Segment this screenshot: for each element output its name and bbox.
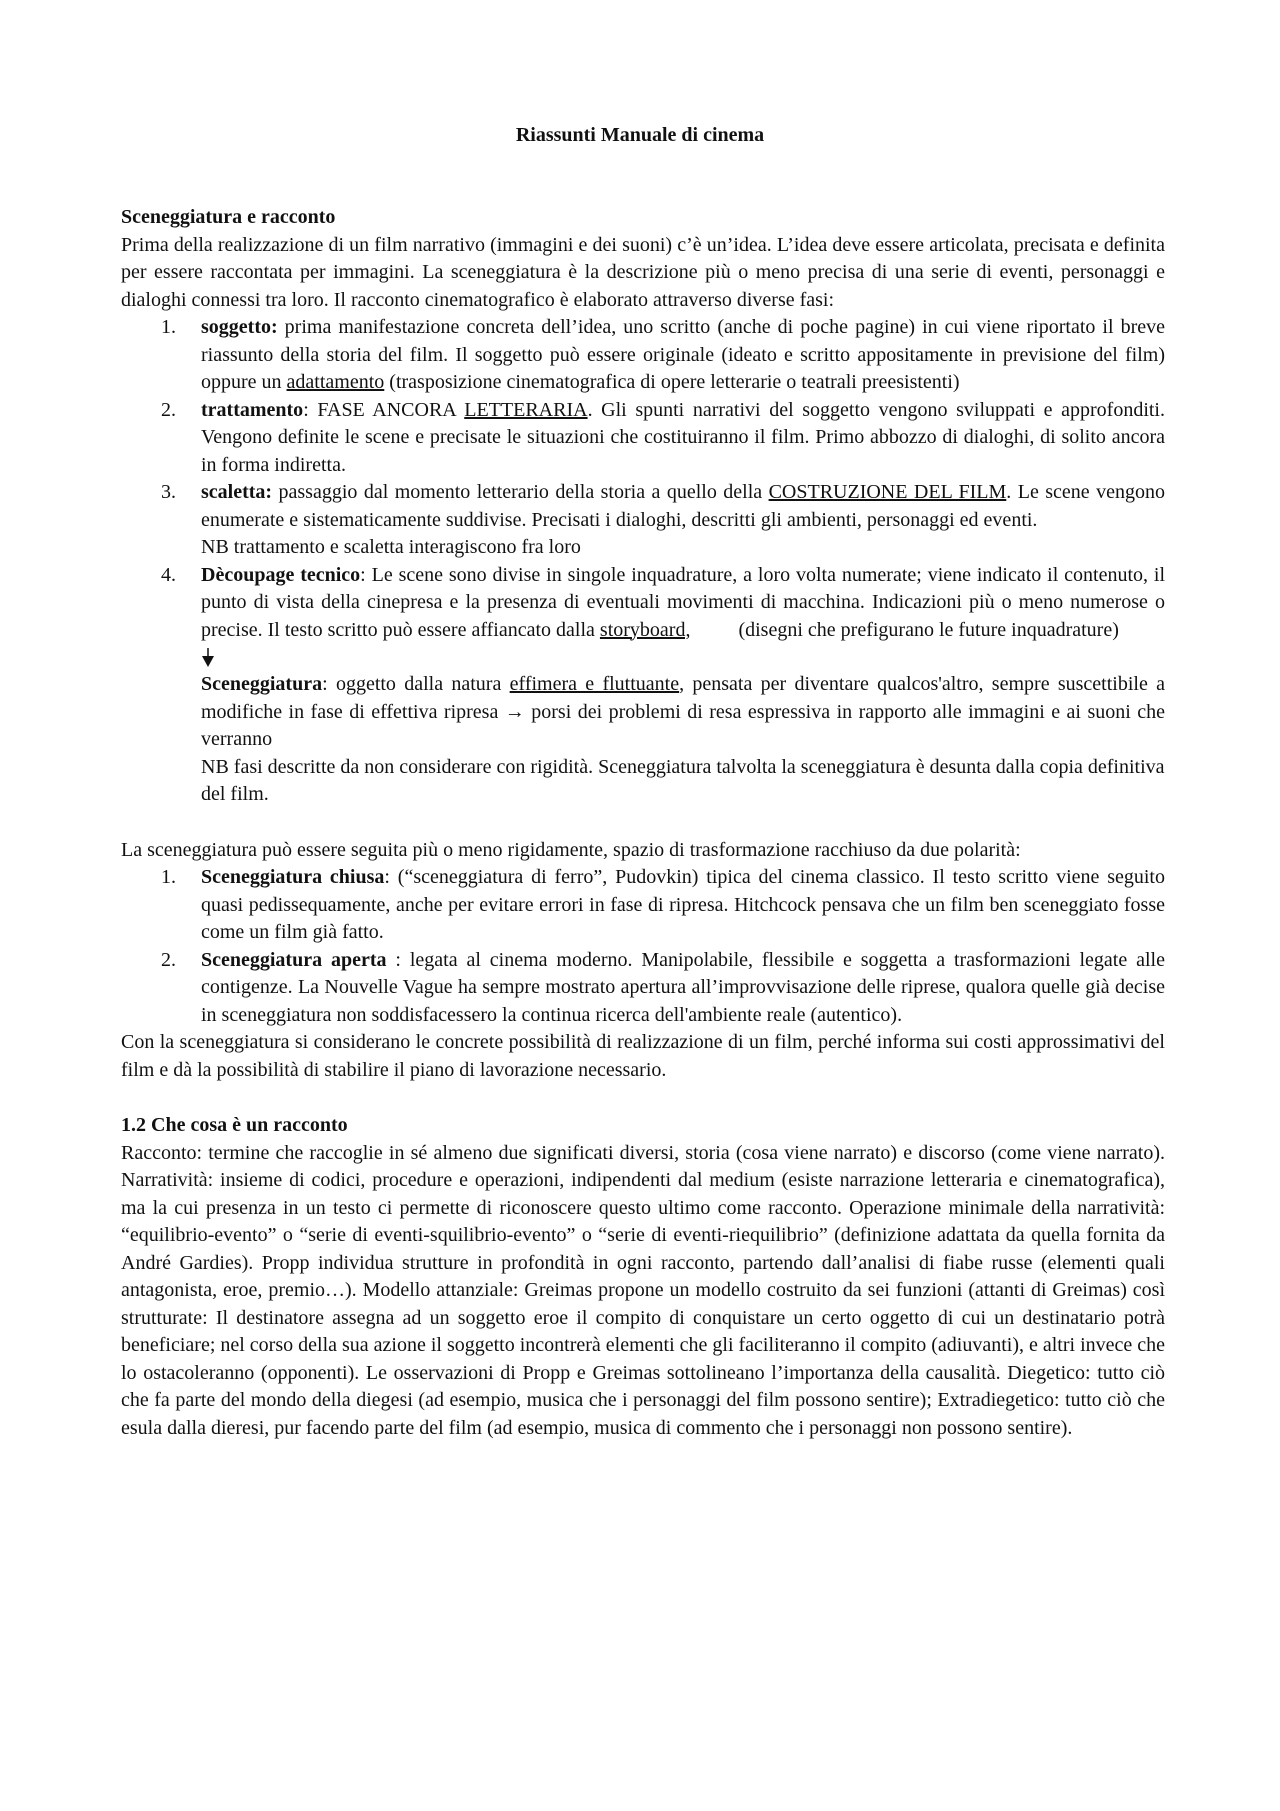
paragraph: Racconto: termine che raccoglie in sé almeno due significati diversi, storia (cosa viene narrato) e discorso (come viene narrato). Narratività: insieme di codici, procedure e operazioni, indipendenti dal medium (esiste narrazione letteraria e cinematografica), ma la cui presenza in un testo ci permette di riconoscere questo ultimo come racconto. Operazione minimale della narratività: “equilibrio-evento” o “serie di eventi-squilibrio-evento” o “serie di eventi-riequilibrio” (definizione adattata da quella fornita da André Gardies). Propp individua strutture in profondità in ogni racconto, partendo dall’analisi di fiabe russe (elementi quali antagonista, eroe, premio…). Modello attanziale: Greimas propone un modello costruito da sei funzioni (attanti di Greimas) così strutturate: Il destinatore assegna ad un soggetto eroe il compito di conquistare un certo oggetto di cui un destinatario potrà beneficiare; nel corso della sua azione il soggetto incontrerà elementi che gli faciliteranno il compito (adiuvanti), e altri invece che lo ostacoleranno (opponenti). Le osservazioni di Propp e Greimas sottolineano l’importanza della causalità. Diegetico: tutto ciò che fa parte del mondo della diegesi (ad esempio, musica che i personaggi del film possono sentire); Extradiegetico: tutto ciò che esula dalla dieresi, pur facendo parte del film (ad esempio, musica di commento che i personaggi non possono sentire).: [121, 1141, 1166, 1439]
paragraph: Prima della realizzazione di un film narrativo (immagini e dei suoni) c’è un’idea. L’idea deve essere articolata, precisata e definita per essere raccontata per immagini. La sceneggiatura è la descrizione più o meno precisa di una serie di eventi, personaggi e dialoghi connessi tra loro. Il racconto cinematografico è elaborato attraverso diverse fasi:: [121, 233, 1165, 311]
list-item: [121, 397, 1165, 480]
list-item: [121, 479, 1165, 562]
phases-list: [121, 314, 1165, 809]
list-item: [121, 947, 1165, 1030]
storyboard-note: (disegni che prefigurano le future inquadrature): [738, 618, 1119, 641]
section-heading: 1.2 Che cosa è un racconto: [121, 1114, 348, 1136]
down-arrow-icon: [201, 644, 1165, 671]
paragraph: Con la sceneggiatura si considerano le concrete possibilità di realizzazione di un film, perché informa sui costi approssimativi del film e dà la possibilità di stabilire il piano di lavorazione necessario.: [121, 1031, 1165, 1081]
text: : oggetto dalla natura: [322, 673, 510, 695]
underlined-term: adattamento: [286, 371, 385, 393]
polarities-list: [121, 864, 1165, 1029]
text: prima manifestazione concreta dell’idea, uno scritto (anche di poche pagine) in cui viene riportato il breve riassunto della storia del film. Il soggetto può essere originale (ideato e scritto appositamente in previsione del film) oppure un: [201, 316, 1165, 393]
term: trattamento: [201, 398, 304, 421]
list-number: 3.: [161, 481, 176, 503]
text: . Gli spunti narrativi del soggetto vengono sviluppati e approfonditi. Vengono definite le scene e precisate le situazioni che costituiranno il film. Primo abbozzo di dialoghi, di solito ancora in forma indiretta.: [201, 398, 1165, 476]
list-item: [121, 314, 1165, 397]
underlined-term: effimera e fluttuante: [509, 673, 680, 695]
term: Sceneggiatura chiusa: [201, 866, 385, 888]
list-item: [121, 864, 1165, 947]
document-body: [121, 204, 1165, 1442]
term: soggetto:: [201, 316, 278, 338]
text: : legata al cinema moderno. Manipolabile, flessibile e soggetta a trasformazioni legate alle contigenze. La Nouvelle Vague ha sempre mostrato apertura all’improvvisazione delle riprese, qualora quelle già decise in sceneggiatura non soddisfacessero la continua ricerca dell'ambiente reale (autentico).: [201, 948, 1165, 1026]
text: : Le scene sono divise in singole inquadrature, a loro volta numerate; viene indicato il contenuto, il punto di vista della cinepresa e la presenza di eventuali movimenti di macchina. Indicazioni più o meno numerose o precise. Il testo scritto può essere affiancato dalla: [201, 563, 1166, 641]
text: (trasposizione cinematografica di opere letterarie o teatrali preesistenti): [384, 371, 960, 393]
paragraph: La sceneggiatura può essere seguita più o meno rigidamente, spazio di trasformazione racchiuso da due polarità:: [121, 838, 1021, 861]
document-title: Riassunti Manuale di cinema: [515, 124, 765, 146]
list-number: 1.: [161, 316, 176, 338]
text: . Le scene vengono enumerate e sistematicamente suddivise. Precisati i dialoghi, descritti gli ambienti, personaggi ed eventi.: [201, 481, 1165, 531]
text: : (“sceneggiatura di ferro”, Pudovkin) tipica del cinema classico. Il testo scritto viene seguito quasi pedissequamente, anche per evitare errori in fase di ripresa. Hitchcock pensava che un film ben sceneggiato fosse come un film già fatto.: [201, 866, 1165, 943]
term: scaletta:: [201, 481, 273, 503]
text: : FASE ANCORA: [303, 398, 465, 421]
text: passaggio dal momento letterario della storia a quello della: [272, 481, 769, 503]
list-number: 2.: [161, 398, 176, 421]
section-heading: Sceneggiatura e racconto: [121, 206, 336, 228]
underlined-term: LETTERARIA: [464, 398, 588, 421]
term: Sceneggiatura: [201, 673, 323, 695]
storyboard-link[interactable]: storyboard,: [599, 618, 691, 641]
note: NB fasi descritte da non considerare con rigidità. Sceneggiatura talvolta la sceneggiatura è desunta dalla copia definitiva del film.: [201, 755, 1165, 805]
underlined-term: COSTRUZIONE DEL FILM: [768, 481, 1007, 503]
note: NB trattamento e scaletta interagiscono fra loro: [201, 536, 581, 558]
list-item: [121, 562, 1165, 809]
term: Sceneggiatura aperta: [201, 948, 387, 971]
text: , pensata per diventare qualcos'altro, sempre suscettibile a modifiche in fase di effettiva ripresa → porsi dei problemi di resa espressiva in rapporto alle immagini e ai suoni che verranno: [201, 673, 1165, 750]
term: Dècoupage tecnico: [201, 563, 361, 586]
list-number: 1.: [161, 866, 176, 888]
list-number: 2.: [161, 948, 176, 971]
list-number: 4.: [161, 563, 176, 586]
